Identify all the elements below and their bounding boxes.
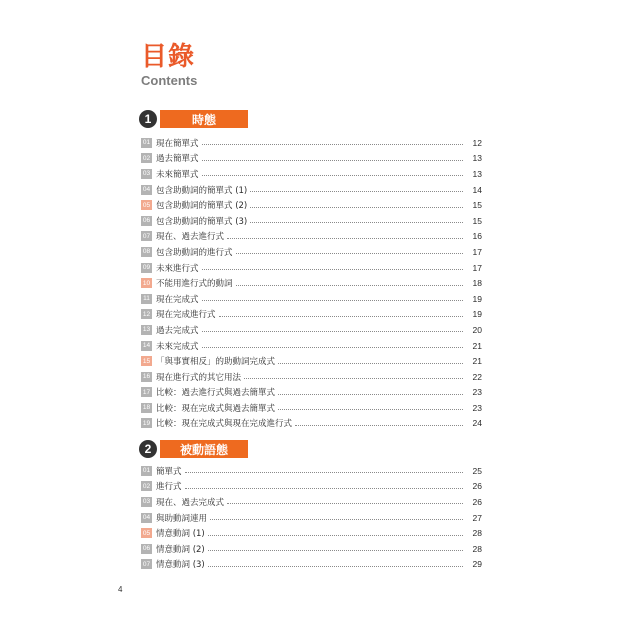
toc-entry[interactable] (141, 369, 482, 385)
entry-number-badge: 07 (142, 560, 151, 568)
dot-leader (208, 550, 463, 551)
entry-title: 情意動詞 (3) (156, 560, 205, 571)
dot-leader (295, 425, 463, 426)
entry-number-badge: 12 (142, 310, 151, 318)
dot-leader (219, 316, 463, 317)
entry-number-badge: 08 (142, 248, 151, 256)
toc-entry[interactable] (141, 291, 482, 307)
toc-entry[interactable] (141, 463, 482, 479)
entry-page-number: 21 (472, 356, 482, 367)
entry-page-number: 26 (472, 481, 482, 492)
entry-title: 現在完成式 (156, 294, 199, 305)
dot-leader (227, 503, 463, 504)
dot-leader (244, 378, 463, 379)
entry-page-number: 22 (472, 371, 482, 382)
entry-page-number: 28 (472, 543, 482, 554)
toc-entry[interactable] (141, 400, 482, 416)
entry-page-number: 19 (472, 309, 482, 320)
dot-leader (227, 238, 463, 239)
entry-number-badge: 01 (142, 467, 151, 475)
entry-number-badge: 02 (142, 482, 151, 490)
toc-entry[interactable] (141, 510, 482, 526)
entry-title: 比較：現在完成式與現在完成進行式 (156, 419, 293, 430)
entry-title: 包含助動詞的進行式 (156, 247, 233, 258)
section-header-1 (139, 110, 248, 128)
entry-number-badge: 04 (142, 514, 151, 522)
dot-leader (250, 191, 463, 192)
entry-number-badge: 07 (142, 232, 151, 240)
entry-title: 情意動詞 (2) (156, 544, 205, 555)
entry-title: 未來簡單式 (156, 169, 199, 180)
toc-entry[interactable] (141, 135, 482, 151)
entry-title: 比較：過去進行式與過去簡單式 (156, 388, 276, 399)
section-header-2 (139, 440, 248, 458)
entry-title: 「與事實相反」的助動詞完成式 (156, 357, 276, 368)
entry-number-badge: 06 (142, 217, 151, 225)
entry-title: 現在、過去完成式 (156, 497, 225, 508)
toc-entry[interactable] (141, 182, 482, 198)
entry-title: 包含助動詞的簡單式 (3) (156, 216, 248, 227)
entry-page-number: 16 (472, 231, 482, 242)
entry-page-number: 23 (472, 387, 482, 398)
entry-title: 包含助動詞的簡單式 (2) (156, 201, 248, 212)
entry-page-number: 18 (472, 278, 482, 289)
entry-page-number: 17 (472, 246, 482, 257)
toc-list-section-1 (141, 135, 482, 431)
toc-list-section-2 (141, 463, 482, 572)
dot-leader (202, 160, 463, 161)
entry-title: 現在進行式的其它用法 (156, 372, 242, 383)
entry-page-number: 27 (472, 512, 482, 523)
toc-entry[interactable] (141, 541, 482, 557)
entry-page-number: 23 (472, 402, 482, 413)
entry-page-number: 17 (472, 262, 482, 273)
entry-title: 現在簡單式 (156, 138, 199, 149)
entry-number-badge: 06 (142, 545, 151, 553)
entry-number-badge: 11 (141, 294, 152, 304)
toc-entry[interactable] (141, 229, 482, 245)
toc-entry[interactable] (141, 166, 482, 182)
entry-page-number: 29 (472, 559, 482, 570)
dot-leader (250, 222, 463, 223)
entry-page-number: 13 (472, 153, 482, 164)
entry-number-badge: 17 (142, 388, 151, 396)
entry-page-number: 26 (472, 496, 482, 507)
entry-title: 與助動詞連用 (156, 513, 208, 524)
toc-entry[interactable] (141, 525, 482, 541)
toc-entry[interactable] (141, 151, 482, 167)
dot-leader (202, 144, 463, 145)
toc-entry[interactable] (141, 275, 482, 291)
page-subtitle: Contents (141, 73, 198, 88)
toc-entry[interactable] (141, 416, 482, 432)
toc-entry[interactable] (141, 307, 482, 323)
entry-page-number: 15 (472, 200, 482, 211)
entry-number-badge: 01 (142, 139, 151, 147)
dot-leader (210, 519, 463, 520)
entry-page-number: 21 (472, 340, 482, 351)
entry-number-badge: 03 (142, 498, 151, 506)
toc-entry[interactable] (141, 353, 482, 369)
contents-title-block (141, 42, 197, 88)
dot-leader (185, 488, 463, 489)
entry-page-number: 14 (472, 184, 482, 195)
entry-number-badge: 19 (142, 419, 151, 427)
entry-page-number: 25 (472, 465, 482, 476)
entry-number-badge: 10 (142, 279, 151, 287)
entry-page-number: 15 (472, 215, 482, 226)
entry-number-badge: 16 (142, 373, 151, 381)
toc-entry[interactable] (141, 244, 482, 260)
entry-number-badge: 05 (142, 201, 151, 209)
section-title: 被動語態 (160, 440, 248, 458)
entry-title: 不能用進行式的動詞 (156, 279, 233, 290)
entry-number-badge: 03 (142, 170, 151, 178)
entry-page-number: 28 (472, 528, 482, 539)
entry-page-number: 12 (472, 137, 482, 148)
entry-title: 現在完成進行式 (156, 310, 216, 321)
dot-leader (208, 535, 463, 536)
page-number: 4 (118, 585, 123, 594)
section-number-badge: 1 (139, 110, 157, 128)
entry-title: 未來完成式 (156, 341, 199, 352)
dot-leader (278, 409, 463, 410)
toc-entry[interactable] (141, 494, 482, 510)
entry-number-badge: 14 (142, 342, 151, 350)
entry-number-badge: 02 (142, 154, 151, 162)
toc-entry[interactable] (141, 385, 482, 401)
entry-number-badge: 05 (142, 529, 151, 537)
entry-title: 過去完成式 (156, 325, 199, 336)
section-number-badge: 2 (139, 440, 157, 458)
entry-title: 過去簡單式 (156, 154, 199, 165)
dot-leader (185, 472, 463, 473)
toc-entry[interactable] (141, 557, 482, 573)
dot-leader (250, 207, 463, 208)
entry-title: 現在、過去進行式 (156, 232, 225, 243)
dot-leader (208, 566, 463, 567)
entry-number-badge: 18 (142, 404, 151, 412)
entry-title: 包含助動詞的簡單式 (1) (156, 185, 248, 196)
toc-entry[interactable] (141, 197, 482, 213)
entry-number-badge: 04 (142, 186, 151, 194)
entry-title: 未來進行式 (156, 263, 199, 274)
page-title: 目錄 (141, 42, 196, 72)
toc-entry[interactable] (141, 322, 482, 338)
entry-page-number: 19 (472, 293, 482, 304)
toc-entry[interactable] (141, 260, 482, 276)
toc-entry[interactable] (141, 479, 482, 495)
entry-title: 簡單式 (156, 466, 182, 477)
entry-page-number: 24 (472, 418, 482, 429)
entry-number-badge: 09 (142, 264, 151, 272)
dot-leader (202, 269, 463, 270)
toc-entry[interactable] (141, 338, 482, 354)
dot-leader (202, 300, 463, 301)
dot-leader (278, 394, 463, 395)
dot-leader (202, 175, 463, 176)
dot-leader (202, 347, 463, 348)
section-title: 時態 (160, 110, 248, 128)
entry-number-badge: 13 (142, 326, 151, 334)
toc-entry[interactable] (141, 213, 482, 229)
dot-leader (236, 253, 463, 254)
entry-title: 情意動詞 (1) (156, 529, 205, 540)
dot-leader (236, 285, 463, 286)
entry-title: 進行式 (156, 482, 182, 493)
dot-leader (278, 363, 463, 364)
entry-number-badge: 15 (142, 357, 151, 365)
dot-leader (202, 331, 463, 332)
entry-page-number: 13 (472, 168, 482, 179)
entry-page-number: 20 (472, 324, 482, 335)
entry-title: 比較：現在完成式與過去簡單式 (156, 403, 276, 414)
